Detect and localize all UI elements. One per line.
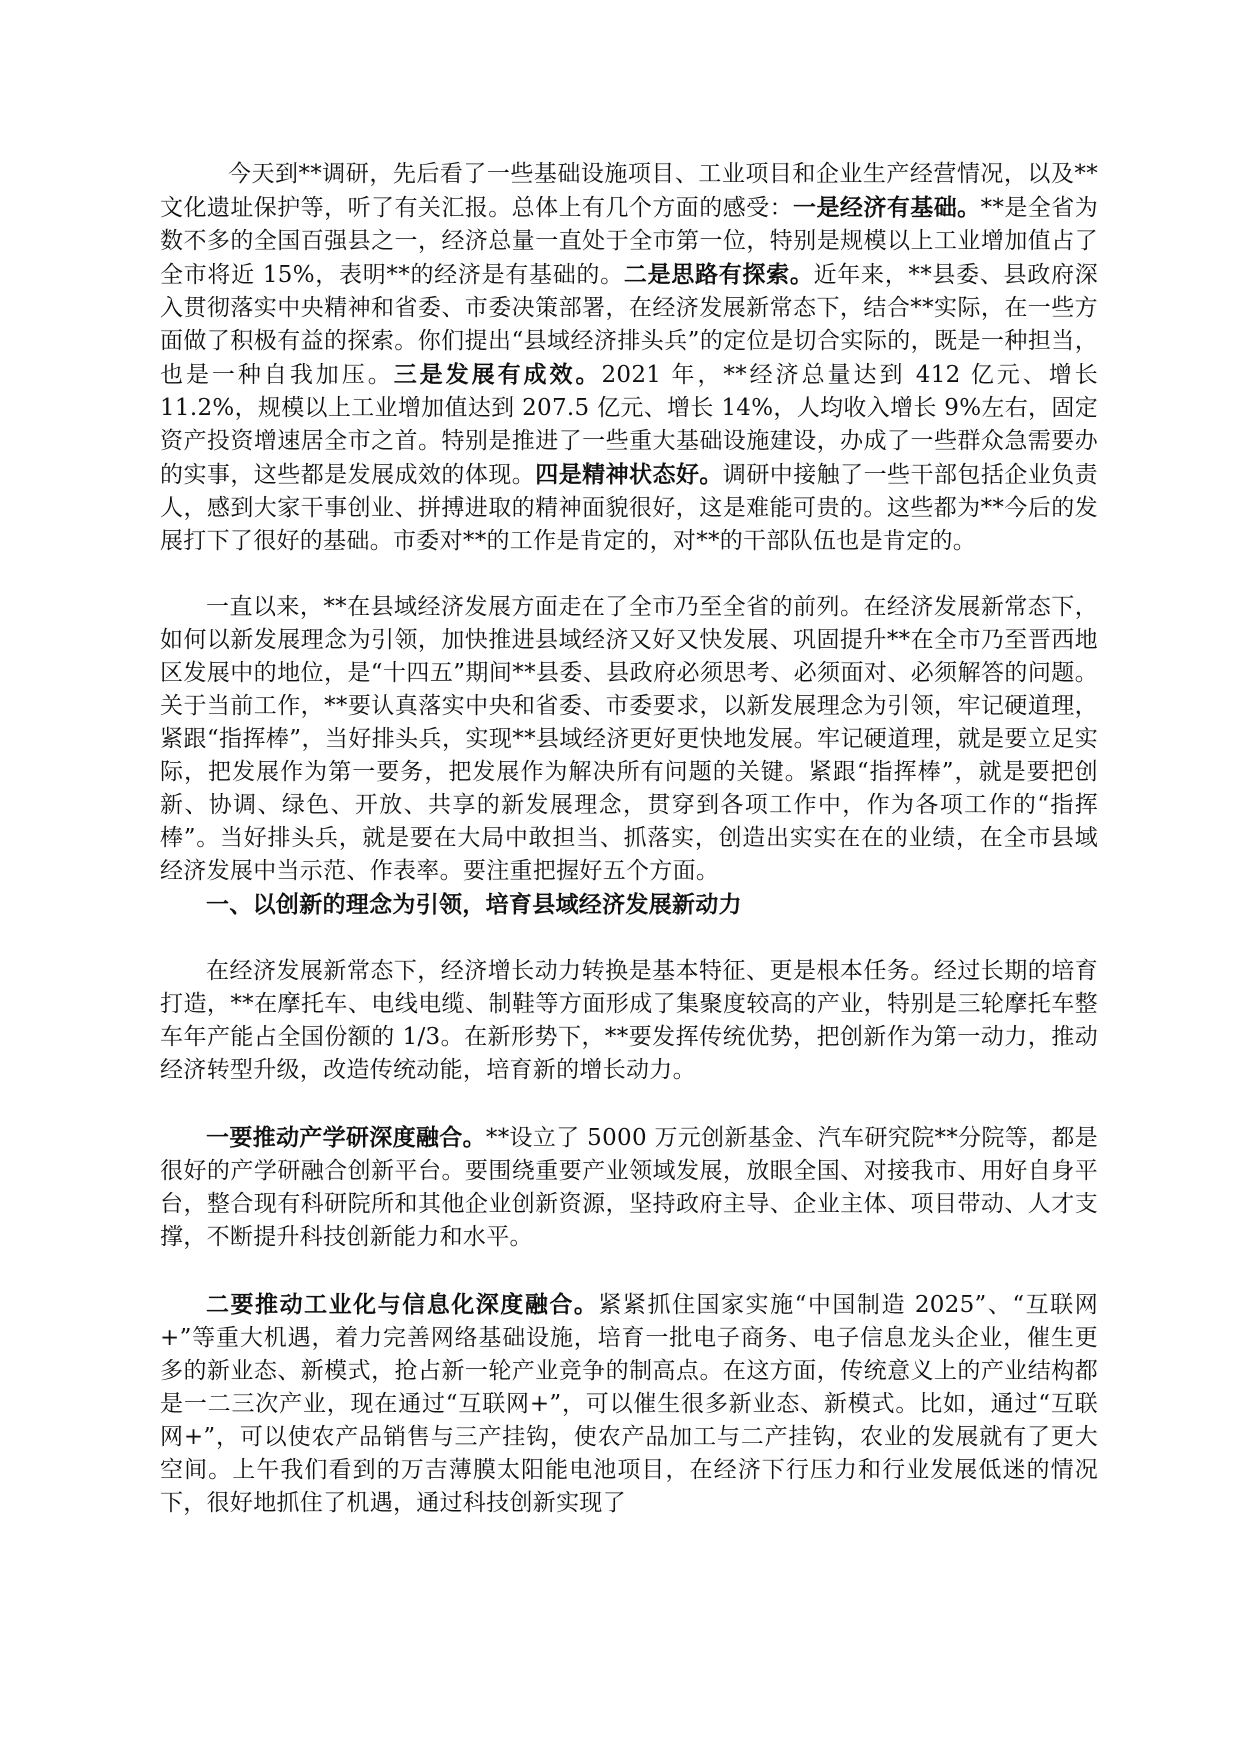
section-heading-innovation: 一、以创新的理念为引领，培育县域经济发展新动力 xyxy=(206,891,742,918)
bold-point-spirit: 四是精神状态好。 xyxy=(535,461,723,488)
paragraph-growth-momentum: 在经济发展新常态下，经济增长动力转换是基本特征、更是根本任务。经过长期的培育打造，**在摩托车、电线电缆、制鞋等方面形成了集聚度较高的产业，特别是三轮摩托车整车年产能占全国份额的 1/3。在新形势下，**要发挥传统优势，把创新作为第一动力，推动经济转型升级，改造传统动能，培育新的增长动力。 xyxy=(160,958,1098,1083)
document-body xyxy=(160,158,1098,1520)
bold-point-exploration: 二是思路有探索。 xyxy=(623,261,814,288)
paragraph-industrialization-informatization xyxy=(160,1288,1098,1520)
paragraph-survey-impressions xyxy=(160,158,1098,558)
paragraph-text: 紧紧抓住国家实施“中国制造 2025”、“互联网+”等重大机遇，着力完善网络基础设施，培育一批电子商务、电子信息龙头企业，催生更多的新业态、新模式，抢占新一轮产业竞争的制高点。在这方面，传统意义上的产业结构都是一二三次产业，现在通过“互联网+”，可以催生很多新业态、新模式。比如，通过“互联网+”，可以使农产品销售与三产挂钩，使农产品加工与二产挂钩，农业的发展就有了更大空间。上午我们看到的万吉薄膜太阳能电池项目，在经济下行压力和行业发展低迷的情况下，很好地抓住了机遇，通过科技创新实现了 xyxy=(160,1292,1098,1516)
bold-point-results: 三是发展有成效。 xyxy=(393,361,602,388)
bold-point-industrialization: 二要推动工业化与信息化深度融合。 xyxy=(206,1291,599,1318)
bold-point-economy-foundation: 一是经济有基础。 xyxy=(793,194,981,221)
paragraph-development-direction: 一直以来，**在县域经济发展方面走在了全市乃至全省的前列。在经济发展新常态下，如何以新发展理念为引领，加快推进县域经济又好又快发展、巩固提升**在全市乃至晋西地区发展中的地位，是“十四五”期间**县委、县政府必须思考、必须面对、必须解答的问题。关于当前工作，**要认真落实中央和省委、市委要求，以新发展理念为引领，牢记硬道理，紧跟“指挥棒”，当好排头兵，实现**县域经济更好更快地发展。牢记硬道理，就是要立足实际，把发展作为第一要务，把发展作为解决所有问题的关键。紧跟“指挥棒”，就是要把创新、协调、绿色、开放、共享的新发展理念，贯穿到各项工作中，作为各项工作的“指挥棒”。当好排头兵，就是要在大局中敢担当、抓落实，创造出实实在在的业绩，在全市县域经济发展中当示范、作表率。要注重把握好五个方面。 xyxy=(160,594,1098,884)
paragraph-industry-academia xyxy=(160,1121,1098,1254)
bold-point-industry-academia: 一要推动产学研深度融合。 xyxy=(206,1124,486,1151)
paragraph-text: 近年来，**县委、县政府深入贯彻落实中央精神和省委、市委决策部署，在经济发展新常态下，结合**实际，在一些方面做了积极有益的探索。你们提出“县域经济排头兵”的定位是切合实际的，既是一种担当，也是一种自我加压。 xyxy=(160,262,1098,388)
paragraph-text: **是全省为数不多的全国百强县之一，经济总量一直处于全市第一位，特别是规模以上工业增加值占了全市将近 15%，表明**的经济是有基础的。 xyxy=(160,195,1098,288)
paragraph-text: 今天到**调研，先后看了一些基础设施项目、工业项目和企业生产经营情况，以及**文化遗址保护等，听了有关汇报。总体上有几个方面的感受： xyxy=(160,161,1098,221)
paragraph-text: 2021 年，**经济总量达到 412 亿元、增长 11.2%，规模以上工业增加值达到 207.5 亿元、增长 14%，人均收入增长 9%左右，固定资产投资增速居全市之首。特别是推进了一些重大基础设施建设，办成了一些群众急需要办的实事，这些都是发展成效的体现。 xyxy=(160,362,1099,488)
paragraph-text: 调研中接触了一些干部包括企业负责人，感到大家干事创业、拼搏进取的精神面貌很好，这是难能可贵的。这些都为**今后的发展打下了很好的基础。市委对**的工作是肯定的，对**的干部队伍也是肯定的。 xyxy=(160,462,1098,554)
paragraph-text: **设立了 5000 万元创新基金、汽车研究院**分院等，都是很好的产学研融合创新平台。要围绕重要产业领域发展，放眼全国、对接我市、用好自身平台，整合现有科研院所和其他企业创新资源，坚持政府主导、企业主体、项目带动、人才支撑，不断提升科技创新能力和水平。 xyxy=(160,1125,1098,1250)
